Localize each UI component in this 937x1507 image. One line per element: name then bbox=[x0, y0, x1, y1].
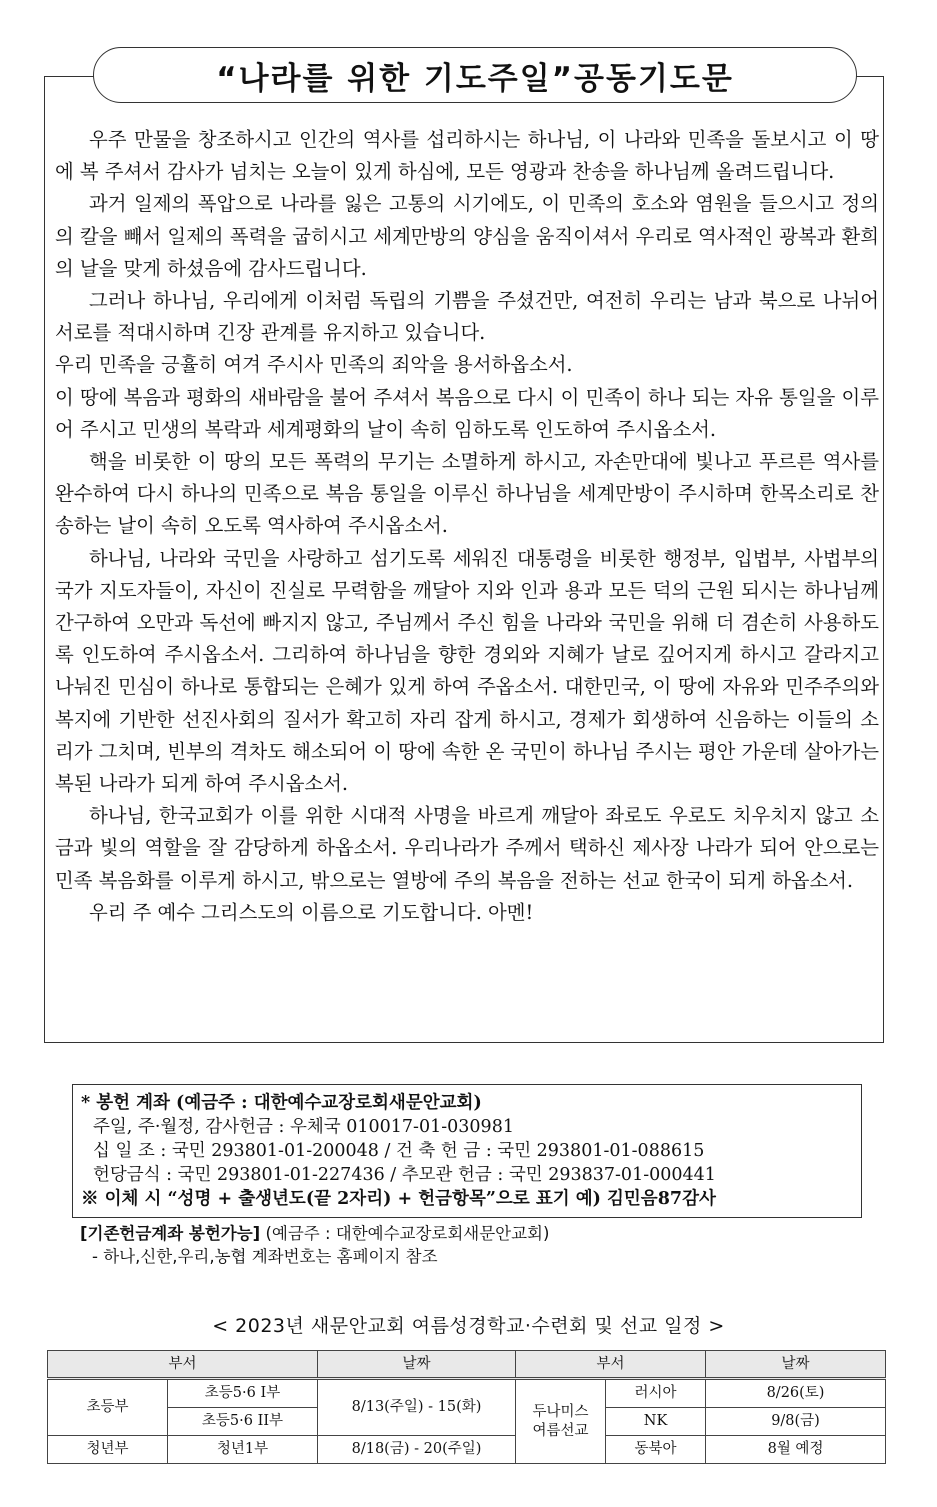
prayer-paragraph: 우리 민족을 긍휼히 여겨 주시사 민족의 죄악을 용서하옵소서. bbox=[55, 353, 573, 377]
offering-box bbox=[72, 1084, 862, 1218]
prayer-paragraph: 핵을 비롯한 이 땅의 모든 폭력의 무기는 소멸하게 하시고, 자손만대에 빛나고 푸르른 역사를 완수하여 다시 하나의 민족으로 복음 통일을 이루신 하나님을 세계만방이 주시하며 한목소리로 찬송하는 날이 속히 오도록 역사하여 주시옵소서. bbox=[55, 450, 879, 538]
table-cell: 초등5·6 I부 bbox=[168, 1379, 318, 1408]
prayer-paragraph: 우리 주 예수 그리스도의 이름으로 기도합니다. 아멘! bbox=[89, 900, 534, 924]
header-cell: 부서 bbox=[516, 1351, 706, 1379]
old-account-note: - 하나,신한,우리,농협 계좌번호는 홈페이지 참조 bbox=[92, 1247, 438, 1266]
table-cell: 8/13(주일) - 15(화) bbox=[318, 1379, 516, 1436]
offering-header: * 봉헌 계좌 (예금주 : 대한예수교장로회새문안교회) bbox=[81, 1093, 482, 1113]
title-tab bbox=[93, 47, 857, 103]
prayer-paragraph: 하나님, 나라와 국민을 사랑하고 섬기도록 세워진 대통령을 비롯한 행정부, 입법부, 사법부의 국가 지도자들이, 자신이 진실로 무력함을 깨달아 지와 인과 용과 모든 덕의 근원 되시는 하나님께 간구하여 오만과 독선에 빠지지 않고, 주님께서 주신 힘을 나라와 국민을 위해 더 겸손히 사용하도록 인도하여 주시옵소서. 그리하여 하나님을 향한 경외와 지혜가 날로 깊어지게 하시고 갈라지고 나눠진 민심이 하나로 통합되는 은혜가 있게 하여 주옵소서. 대한민국, 이 땅에 자유와 민주주의와 복지에 기반한 선진사회의 질서가 확고히 자리 잡게 하시고, 경제가 회생하여 신음하는 이들의 소리가 그치며, 빈부의 격차도 해소되어 이 땅에 속한 온 국민이 하나님 주시는 평안 가운데 살아가는 복된 나라가 되게 하여 주시옵소서. bbox=[55, 546, 879, 796]
table-row bbox=[48, 1379, 886, 1408]
table-cell: 8/26(토) bbox=[706, 1379, 886, 1408]
schedule-table bbox=[47, 1350, 886, 1464]
offering-note: ※ 이체 시 “성명 + 출생년도(끝 2자리) + 헌금항목”으로 표기 예) 김민음87감사 bbox=[81, 1189, 716, 1209]
prayer-body bbox=[55, 124, 879, 929]
table-cell: 9/8(금) bbox=[706, 1408, 886, 1436]
table-cell: 초등5·6 II부 bbox=[168, 1408, 318, 1436]
old-account-info bbox=[80, 1222, 860, 1268]
prayer-paragraph: 이 땅에 복음과 평화의 새바람을 불어 주셔서 복음으로 다시 이 민족이 하나 되는 자유 통일을 이루어 주시고 민생의 복락과 세계평화의 날이 속히 임하도록 인도하여 주시옵소서. bbox=[55, 385, 879, 441]
table-cell: 청년1부 bbox=[168, 1436, 318, 1464]
header-cell: 날짜 bbox=[318, 1351, 516, 1379]
table-cell: 초등부 bbox=[48, 1379, 168, 1436]
table-cell: 8월 예정 bbox=[706, 1436, 886, 1464]
schedule-title: < 2023년 새문안교회 여름성경학교·수련회 및 선교 일정 > bbox=[212, 1315, 725, 1337]
header-cell: 날짜 bbox=[706, 1351, 886, 1379]
header-cell: 부서 bbox=[48, 1351, 318, 1379]
prayer-paragraph: 우주 만물을 창조하시고 인간의 역사를 섭리하시는 하나님, 이 나라와 민족을 돌보시고 이 땅에 복 주셔서 감사가 넘치는 오늘이 있게 하심에, 모든 영광과 찬송을 하나님께 올려드립니다. bbox=[55, 128, 879, 184]
page-title: “나라를 위한 기도주일”공동기도문 bbox=[216, 60, 734, 97]
offering-line: 십 일 조 : 국민 293801-01-200048 / 건 축 헌 금 : 국민 293801-01-088615 bbox=[93, 1141, 705, 1161]
table-cell: NK bbox=[606, 1408, 706, 1436]
offering-line: 주일, 주·월정, 감사헌금 : 우체국 010017-01-030981 bbox=[93, 1117, 514, 1137]
table-row bbox=[48, 1436, 886, 1464]
prayer-paragraph: 하나님, 한국교회가 이를 위한 시대적 사명을 바르게 깨달아 좌로도 우로도 치우치지 않고 소금과 빛의 역할을 잘 감당하게 하옵소서. 우리나라가 주께서 택하신 제사장 나라가 되어 안으로는 민족 복음화를 이루게 하시고, 밖으로는 열방에 주의 복음을 전하는 선교 한국이 되게 하옵소서. bbox=[55, 804, 879, 892]
old-account-label: [기존헌금계좌 봉헌가능] bbox=[80, 1224, 261, 1243]
table-cell: 8/18(금) - 20(주일) bbox=[318, 1436, 516, 1464]
table-cell: 청년부 bbox=[48, 1436, 168, 1464]
old-account-owner: (예금주 : 대한예수교장로회새문안교회) bbox=[260, 1224, 550, 1243]
table-cell: 동북아 bbox=[606, 1436, 706, 1464]
table-cell: 러시아 bbox=[606, 1379, 706, 1408]
prayer-paragraph: 그러나 하나님, 우리에게 이처럼 독립의 기쁨을 주셨건만, 여전히 우리는 남과 북으로 나뉘어 서로를 적대시하며 긴장 관계를 유지하고 있습니다. bbox=[55, 289, 879, 345]
offering-line: 헌당금식 : 국민 293801-01-227436 / 추모관 헌금 : 국민 293837-01-000441 bbox=[93, 1165, 716, 1185]
prayer-paragraph: 과거 일제의 폭압으로 나라를 잃은 고통의 시기에도, 이 민족의 호소와 염원을 들으시고 정의의 칼을 빼서 일제의 폭력을 굽히시고 세계만방의 양심을 움직이셔서 우리로 역사적인 광복과 환희의 날을 맞게 하셨음에 감사드립니다. bbox=[55, 192, 879, 280]
table-cell: 두나미스 여름선교 bbox=[516, 1379, 606, 1464]
table-header-row bbox=[48, 1351, 886, 1379]
